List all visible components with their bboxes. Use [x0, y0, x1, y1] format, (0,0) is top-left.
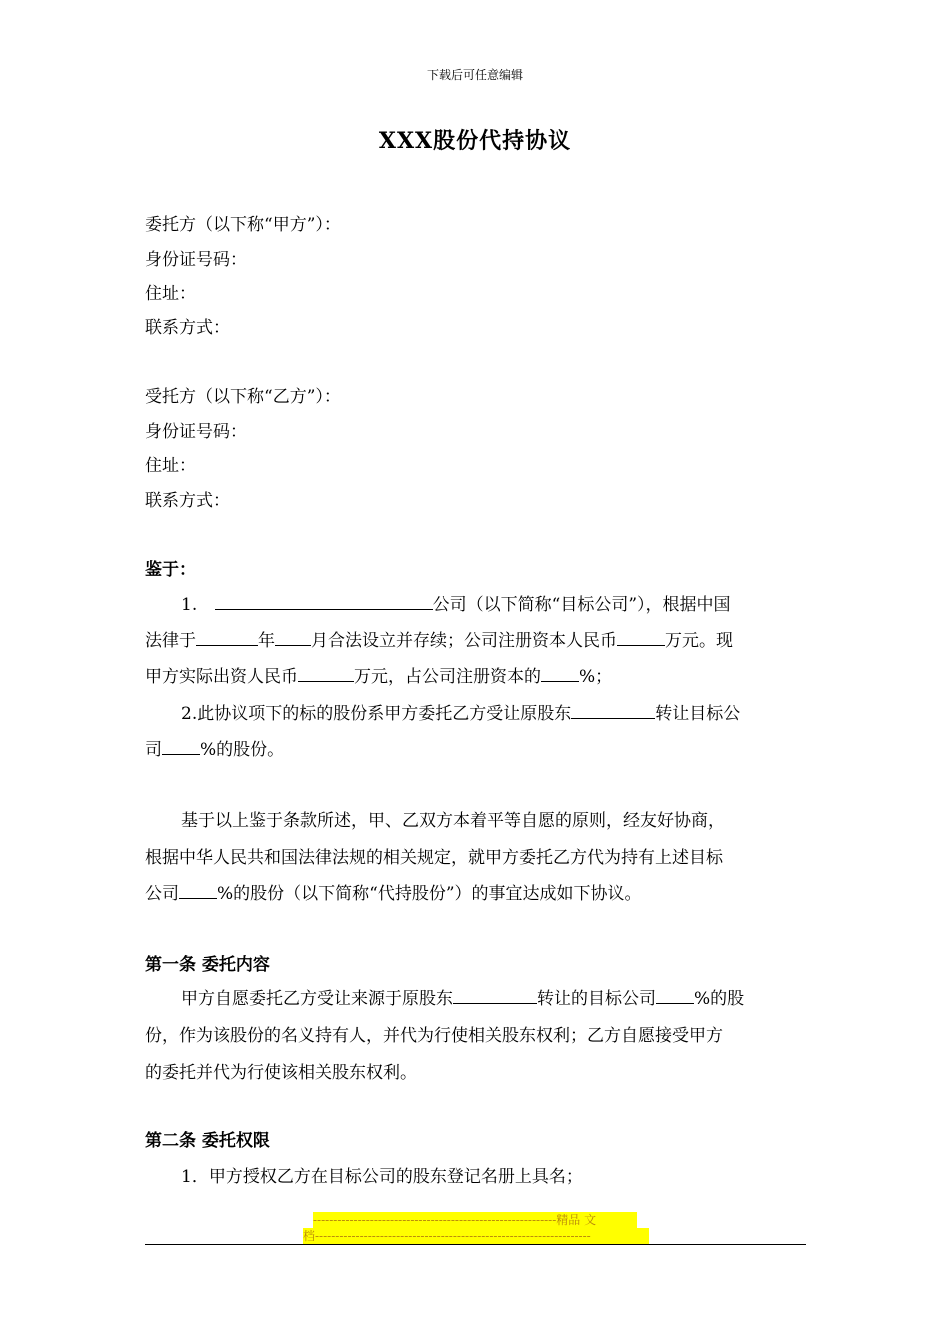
blank-year	[196, 629, 258, 646]
party-a-id: 身份证号码：	[145, 250, 247, 270]
text: 转让目标公	[655, 704, 741, 724]
text: 公司（以下简称“目标公司”），根据中国	[432, 595, 731, 615]
footer-watermark-line-2: 档--------------------------------------------------------------------	[303, 1228, 649, 1244]
blank-percentage	[541, 665, 579, 682]
text: 年	[258, 631, 275, 651]
whereas-item-1-line-2	[145, 629, 815, 653]
article-1-heading: 第一条 委托内容	[145, 955, 270, 975]
blank-share-percentage	[162, 738, 200, 755]
document-title: XXX股份代持协议	[378, 128, 572, 154]
party-b-contact: 联系方式：	[145, 491, 230, 511]
basis-line-3	[145, 882, 815, 906]
blank-original-shareholder	[571, 702, 655, 719]
party-a-address: 住址：	[145, 284, 196, 304]
blank-original-shareholder	[453, 987, 537, 1004]
text: 月合法设立并存续；公司注册资本人民币	[311, 631, 617, 651]
blank-company-name	[215, 593, 433, 610]
whereas-item-1-line-3	[145, 665, 815, 689]
basis-line-2: 根据中华人民共和国法律法规的相关规定，就甲方委托乙方代为持有上述目标	[145, 848, 723, 868]
whereas-item-2-line-2	[145, 738, 815, 762]
blank-share-percentage	[179, 882, 217, 899]
text: %的股份（以下简称“代持股份”）的事宜达成如下协议。	[217, 884, 642, 904]
text: 转让的目标公司	[537, 989, 656, 1009]
text: 司	[145, 740, 162, 760]
whereas-item-2-line-1	[181, 702, 815, 726]
text: 万元。现	[665, 631, 733, 651]
article-2-line-1: 1．甲方授权乙方在目标公司的股东登记名册上具名；	[181, 1167, 583, 1187]
blank-month	[275, 629, 311, 646]
text: 万元，占公司注册资本的	[354, 667, 541, 687]
article-2-heading: 第二条 委托权限	[145, 1131, 270, 1151]
footer-watermark-line-1: ------------------------------------------------------------精品 文	[313, 1212, 637, 1228]
party-a-label: 委托方（以下称“甲方”）：	[145, 215, 341, 235]
party-b-address: 住址：	[145, 456, 196, 476]
text: %的股份。	[200, 740, 285, 760]
blank-registered-capital	[617, 629, 665, 646]
article-1-line-3: 的委托并代为行使该相关股东权利。	[145, 1063, 417, 1083]
item-number: 1.	[181, 595, 198, 615]
blank-contribution	[298, 665, 354, 682]
party-b-id: 身份证号码：	[145, 422, 247, 442]
blank-share-percentage	[656, 987, 694, 1004]
whereas-heading: 鉴于：	[145, 560, 196, 580]
article-1-line-1	[181, 987, 815, 1011]
article-1-line-2: 份，作为该股份的名义持有人，并代为行使相关股东权利；乙方自愿接受甲方	[145, 1026, 723, 1046]
header-note: 下载后可任意编辑	[426, 68, 523, 82]
party-a-contact: 联系方式：	[145, 318, 230, 338]
text: 2.此协议项下的标的股份系甲方委托乙方受让原股东	[181, 704, 572, 724]
party-b-label: 受托方（以下称“乙方”）：	[145, 387, 341, 407]
text: %的股	[694, 989, 745, 1009]
text: %；	[579, 667, 613, 687]
basis-line-1: 基于以上鉴于条款所述，甲、乙双方本着平等自愿的原则，经友好协商，	[181, 811, 725, 831]
whereas-item-1-line-1	[181, 593, 815, 617]
text: 公司	[145, 884, 179, 904]
text: 法律于	[145, 631, 196, 651]
text: 甲方实际出资人民币	[145, 667, 298, 687]
footer-divider	[145, 1244, 806, 1245]
text: 甲方自愿委托乙方受让来源于原股东	[181, 989, 453, 1009]
